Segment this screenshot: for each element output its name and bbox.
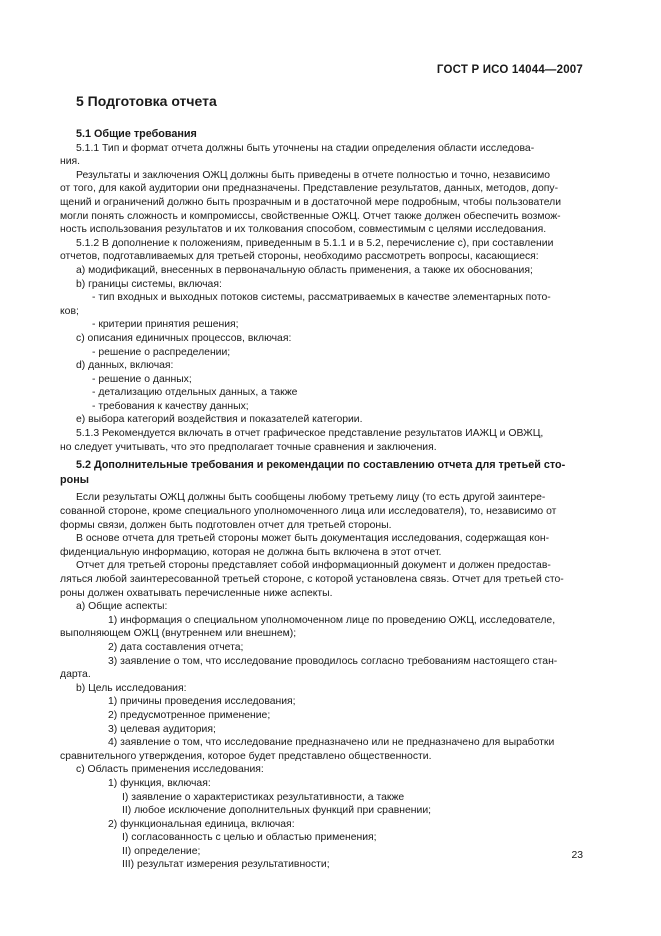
text-line: щений и ограничений должно быть прозрачным и в достаточной мере подробным, чтобы пользователи [60,196,562,208]
list-subsubitem: I) согласованность с целью и областью применения; [122,832,377,844]
list-item: b) границы системы, включая: [76,278,222,290]
list-subitem: 1) функция, включая: [108,777,211,789]
text-line: 5.1.2 В дополнение к положениям, приведенным в 5.1.1 и в 5.2, перечисление с), при составлении [76,237,554,249]
text-line: могли понять сложность и компромиссы, свойственные ОЖЦ. Отчет также должен обеспечить возмож- [60,210,561,222]
paragraph-5-1-1: 5.1.1 Тип и формат отчета должны быть уточнены на стадии определения области исследова- [76,142,535,154]
paragraph-5-1-3 [60,427,584,454]
subsection-5-2-title [60,459,584,487]
list-subitem-cont: сравнительного утверждения, которое будет представлено общественности. [60,750,432,762]
list-subitem-cont: дарта. [60,669,91,681]
subsection-5-1-title: 5.1 Общие требования [76,128,197,140]
list-subitem: 4) заявление о том, что исследование предназначено или не предназначено для выработки [108,737,555,749]
list-subitem: - требования к качеству данных; [92,400,249,412]
standard-header: ГОСТ Р ИСО 14044—2007 [436,64,583,76]
text-line: Результаты и заключения ОЖЦ должны быть приведены в отчете полностью и точно, независимо [76,169,551,181]
list-subitem: - детализацию отдельных данных, а также [92,387,298,399]
text-line: Если результаты ОЖЦ должны быть сообщены любому третьему лицу (то есть другой заинтере- [76,492,546,504]
text-line: формы связи, должен быть подготовлен отчет для третьей стороны. [60,519,392,531]
list-subitem: - решение о данных; [92,373,192,385]
list-5-2 [60,600,584,872]
text-line: 5.1.3 Рекомендуется включать в отчет графическое представление результатов ИАЖЦ и ОВЖЦ, [76,428,544,440]
list-5-1-2 [60,264,584,427]
list-subitem: 3) целевая аудитория; [108,723,216,735]
list-item: d) данных, включая: [76,360,174,372]
paragraph-5-2-c [60,559,584,600]
text-line: отчетов, подготавливаемых для третьей стороны, необходимо рассмотреть вопросы, касающиеся: [60,251,539,263]
section-title: 5 Подготовка отчета [76,93,217,109]
list-subitem-cont: выполняющем ОЖЦ (внутреннем или внешнем); [60,628,297,640]
page-content [60,92,584,872]
list-subsubitem: III) результат измерения результативности; [122,859,330,871]
list-item: e) выбора категорий воздействия и показателей категории. [76,414,363,426]
paragraph-5-2-b [60,532,584,559]
list-item: c) Область применения исследования: [76,764,264,776]
text-line: ляться любой заинтересованной третьей стороне, с которой установлена связь. Отчет для третьей сто- [60,574,564,585]
list-subitem: 2) предусмотренное применение; [108,709,271,721]
list-subitem: - критерии принятия решения; [92,319,239,331]
text-line: роны должен охватывать перечисленные ниже аспекты. [60,587,333,599]
list-item: c) описания единичных процессов, включая: [76,332,292,344]
list-subitem: 1) причины проведения исследования; [108,696,296,708]
text-line: сованной стороне, кроме специального уполномоченного лица или исследователя), то, независимо от [60,506,557,518]
text-line: фиденциальную информацию, которая не должна быть включена в этот отчет. [60,546,442,558]
text-line: ность использования результатов и их толкования способом, совместимым с целями исследования. [60,224,547,236]
paragraph-5-2-a [60,491,584,532]
paragraph-5-1-2 [60,237,584,264]
paragraph-results [60,169,584,237]
list-subsubitem: II) определение; [122,845,201,857]
subsection-5-2-title-line: 5.2 Дополнительные требования и рекомендации по составлению отчета для третьей сто- [76,459,566,472]
list-subitem: - решение о распределении; [92,346,231,358]
text-line: от того, для какой аудитории они предназначены. Представление результатов, данных, методов, допу- [60,183,559,195]
list-item: a) модификаций, внесенных в первоначальную область применения, а также их обоснования; [76,264,533,276]
page-number: 23 [571,850,583,861]
list-subitem-cont: ков; [60,305,79,317]
list-subitem: 2) функциональная единица, включая: [108,818,295,830]
subsection-5-2-title-cont: роны [60,473,89,486]
text-line: но следует учитывать, что это предполагает точные сравнения и заключения. [60,441,437,453]
text-line: Отчет для третьей стороны представляет собой информационный документ и должен предостав- [76,560,551,572]
list-subsubitem: I) заявление о характеристиках результативности, а также [122,791,405,803]
list-subitem: 2) дата составления отчета; [108,641,244,653]
text-line: В основе отчета для третьей стороны может быть документация исследования, содержащая кон- [76,533,550,545]
paragraph-5-1-1-cont: ния. [60,156,81,168]
list-item: b) Цель исследования: [76,682,187,694]
list-subsubitem: II) любое исключение дополнительных функций при сравнении; [122,805,432,817]
list-item: a) Общие аспекты: [76,601,168,613]
list-subitem: 1) информация о специальном уполномоченном лице по проведению ОЖЦ, исследователе, [108,614,556,626]
list-subitem: 3) заявление о том, что исследование проводилось согласно требованиям настоящего стан- [108,655,558,667]
list-subitem: - тип входных и выходных потоков системы, рассматриваемых в качестве элементарных пото- [92,292,551,304]
